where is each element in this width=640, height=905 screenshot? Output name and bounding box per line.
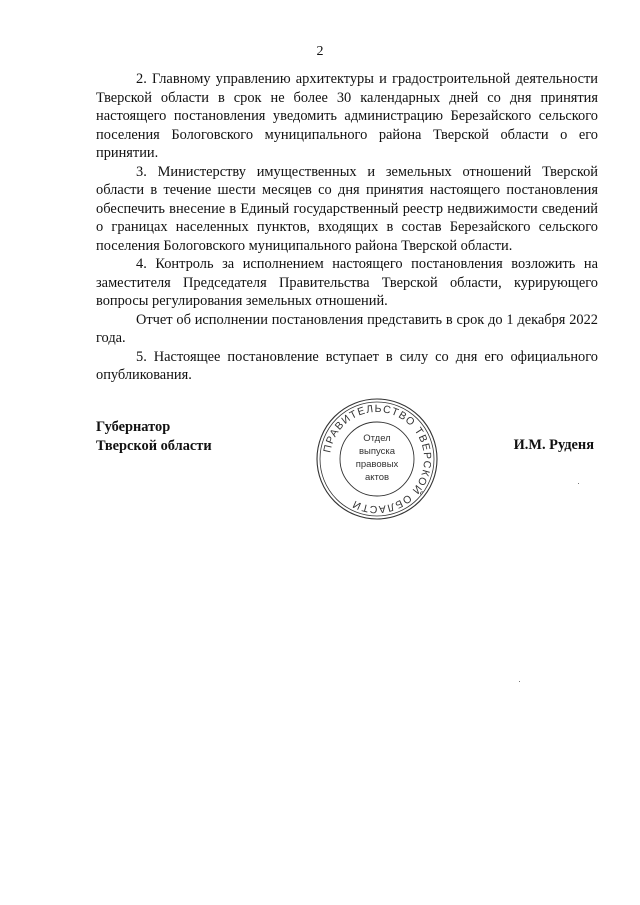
document-body — [96, 70, 598, 385]
signature-block — [96, 402, 598, 528]
stamp-center-line-4: актов — [364, 472, 390, 483]
paragraph-4: 4. Контроль за исполнением настоящего постановления возложить на заместителя Председателя Правительства Тверской области, курирующего вопросы регулирования земельных отношений. — [96, 256, 598, 309]
paragraph-5: 5. Настоящее постановление вступает в силу со дня его официального опубликования. — [96, 348, 598, 383]
signatory-title-line1: Губернатор — [96, 419, 171, 435]
signatory-name: И.М. Руденя — [513, 437, 594, 453]
scan-speck — [578, 483, 579, 484]
official-stamp — [314, 396, 440, 522]
stamp-ring-text: ПРАВИТЕЛЬСТВО ТВЕРСКОЙ ОБЛАСТИ — [321, 402, 434, 516]
paragraph-3: 3. Министерству имущественных и земельных отношений Тверской области в течение шести месяцев со дня принятия настоящего постановления обеспечить внесение в Единый государственный реестр недвижимости сведений о границах населенных пунктов, входящих в состав Березайского сельского поселения Бологовского муниципального района Тверской области. — [96, 163, 598, 254]
signatory-title-line2: Тверской области — [96, 438, 212, 454]
page-number: 2 — [316, 44, 324, 59]
scan-speck — [519, 681, 520, 682]
paragraph-4-report: Отчет об исполнении постановления представить в срок до 1 декабря 2022 года. — [96, 311, 598, 346]
paragraph-2: 2. Главному управлению архитектуры и градостроительной деятельности Тверской области в срок не более 30 календарных дней со дня принятия настоящего постановления уведомить администрацию Березайского сельского поселения Бологовского муниципального района Тверской области о его принятии. — [96, 71, 598, 161]
stamp-center-line-3: правовых — [355, 459, 399, 470]
stamp-center-line-1: Отдел — [363, 433, 391, 444]
signatory-title — [96, 418, 212, 456]
stamp-center-line-2: выпуска — [358, 446, 396, 457]
